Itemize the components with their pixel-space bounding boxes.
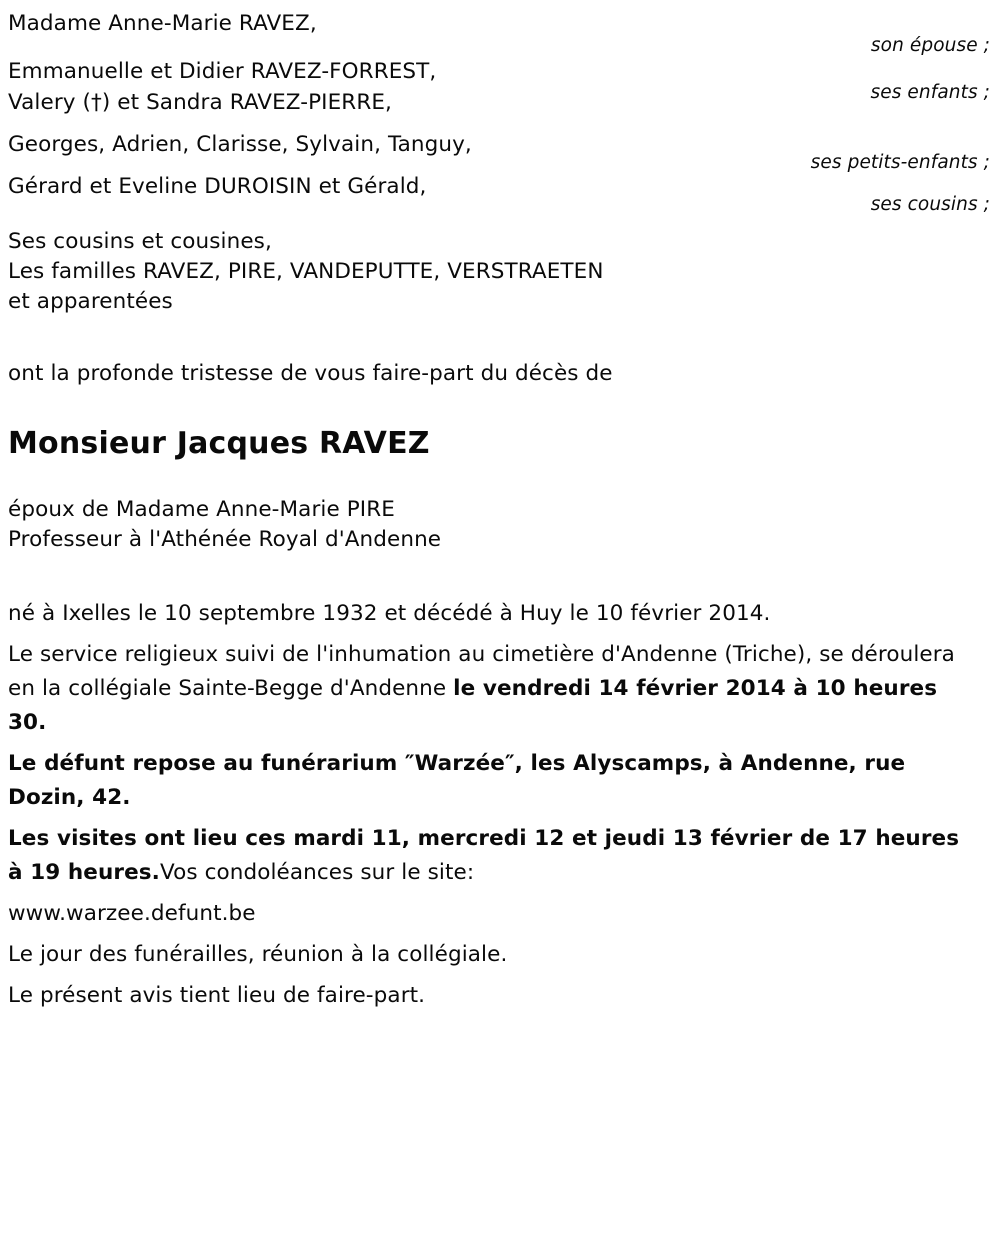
spacer: [8, 39, 990, 56]
repose-text-bold: Le défunt repose au funérarium ″Warzée″, les Alyscamps, à Andenne, rue Dozin, 42.: [8, 751, 906, 810]
deceased-spouse-line: époux de Madame Anne-Marie PIRE: [8, 497, 395, 522]
name-line: Valery (†) et Sandra RAVEZ-PIERRE,: [8, 90, 392, 115]
announcement-line: ont la profonde tristesse de vous faire-part du décès de: [8, 361, 613, 386]
spacer: [8, 463, 990, 495]
relation-role-label: ses petits-enfants ;: [810, 152, 990, 173]
visits-text-bold: Les visites ont lieu ces mardi 11, mercredi 12 et jeudi 13 février de 17 heures à 19 heures.: [8, 826, 960, 885]
deceased-occupation-line: Professeur à l'Athénée Royal d'Andenne: [8, 527, 442, 552]
relation-group-grandchildren: [8, 129, 990, 173]
deceased-name: Monsieur Jacques RAVEZ: [8, 426, 430, 461]
spacer: [8, 202, 990, 227]
service-text-bold: le vendredi 14 février 2014 à 10 heures 30.: [8, 676, 938, 735]
family-line: Les familles RAVEZ, PIRE, VANDEPUTTE, VERSTRAETEN: [8, 259, 604, 284]
name-line: Gérard et Eveline DUROISIN et Gérald,: [8, 174, 427, 199]
spacer: [8, 555, 990, 597]
relation-role-label: ses cousins ;: [870, 194, 990, 215]
website-line[interactable]: www.warzee.defunt.be: [8, 901, 256, 926]
visits-paragraph: [8, 822, 970, 890]
relation-group-cousins: [8, 171, 990, 215]
relations-block: [8, 8, 990, 215]
name-line: Madame Anne-Marie RAVEZ,: [8, 11, 317, 36]
relation-group-spouse: [8, 8, 990, 56]
service-text-regular: Le service religieux suivi de l'inhumation au cimetière d'Andenne (Triche), se déroulera en la collégiale Sainte-Begge d'Andenne: [8, 642, 955, 701]
birth-death-line: né à Ixelles le 10 septembre 1932 et décédé à Huy le 10 février 2014.: [8, 601, 771, 626]
families-block: [8, 227, 990, 317]
family-line: Ses cousins et cousines,: [8, 229, 272, 254]
spacer: [8, 118, 990, 129]
condolences-text-regular: Vos condoléances sur le site:: [159, 860, 475, 885]
name-line: Emmanuelle et Didier RAVEZ-FORREST,: [8, 59, 437, 84]
relation-role-label: son épouse ;: [870, 35, 990, 56]
repose-paragraph: [8, 747, 970, 815]
spacer: [8, 389, 990, 425]
relation-group-children: [8, 56, 990, 118]
relation-role-label: ses enfants ;: [870, 82, 990, 103]
relation-names: [8, 171, 695, 202]
spacer: [8, 317, 990, 358]
closing-line: Le présent avis tient lieu de faire-part.: [8, 983, 426, 1008]
family-line: et apparentées: [8, 289, 173, 314]
service-paragraph: [8, 638, 970, 740]
gathering-line: Le jour des funérailles, réunion à la collégiale.: [8, 942, 508, 967]
name-line: Georges, Adrien, Clarisse, Sylvain, Tanguy,: [8, 132, 472, 157]
relation-names: [8, 8, 695, 39]
relation-names: [8, 129, 695, 160]
relation-names: [8, 56, 695, 118]
